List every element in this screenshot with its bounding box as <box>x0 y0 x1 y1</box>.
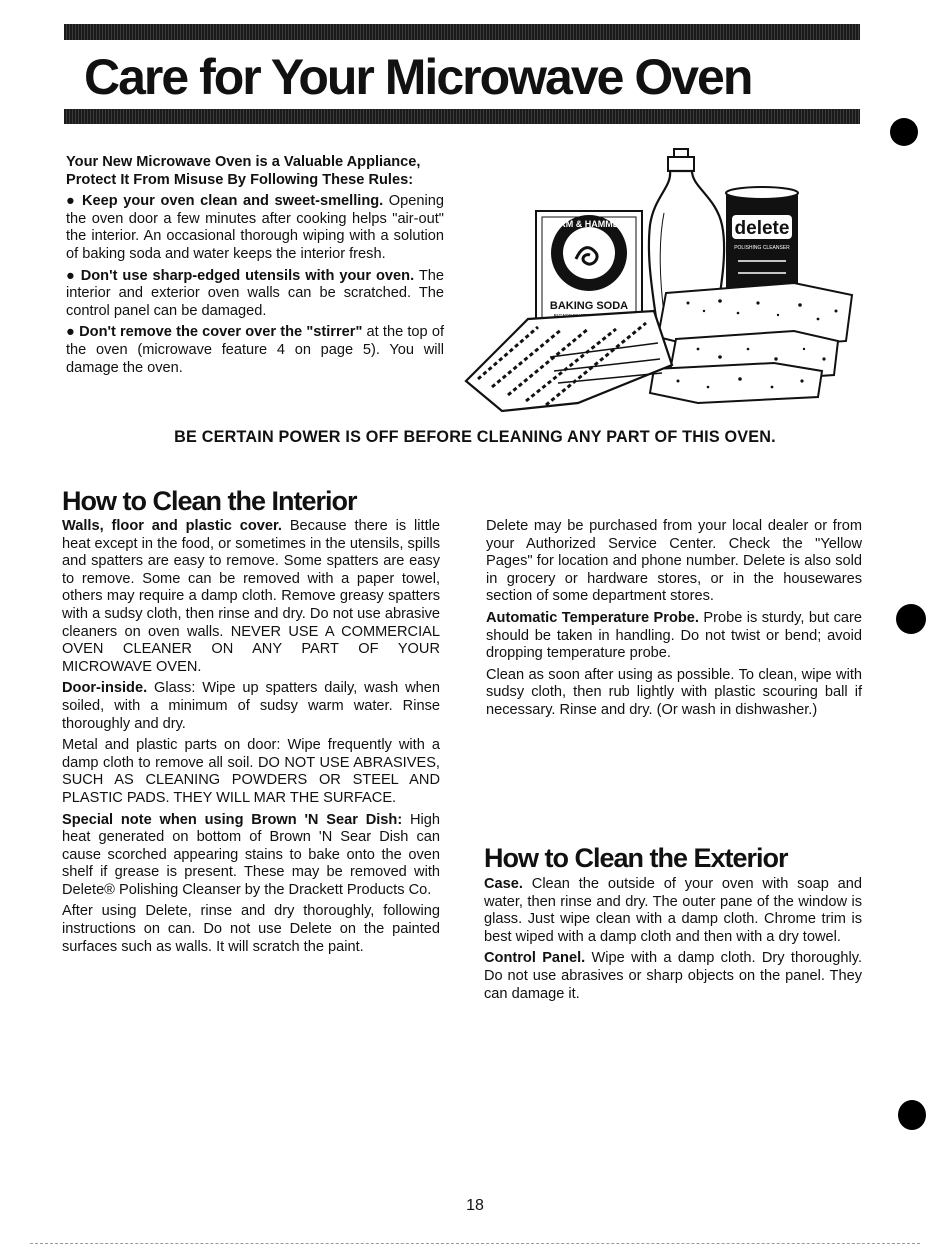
footer-rule <box>30 1243 920 1245</box>
paragraph-text: Glass: Wipe up spatters daily, wash when soiled, with a minimum of sudsy warm water. Rinse thoroughly and dry. <box>62 680 440 732</box>
can-label-text: delete <box>734 218 790 239</box>
paragraph <box>62 518 440 676</box>
paragraph-text: Clean the outside of your oven with soap and water, then rinse and dry. The outer pane of the window is glass. Just wipe clean with a damp cloth. Chrome trim is best wiped with a damp cloth and then with a dry towel. <box>484 876 862 945</box>
binder-hole-icon <box>890 118 918 146</box>
paragraph <box>486 667 862 720</box>
rule-heading: ● Keep your oven clean and sweet-smelling. <box>66 193 384 210</box>
paragraph <box>62 737 440 807</box>
rule-heading: ● Don't remove the cover over the "stirrer" <box>66 324 363 341</box>
intro-lead: Your New Microwave Oven is a Valuable Appliance, Protect It From Misuse By Following These Rules: <box>66 154 421 188</box>
title-top-bar <box>64 24 860 40</box>
right-column <box>486 518 862 724</box>
box-brand-text: ARM & HAMMER <box>552 219 626 229</box>
paragraph <box>484 950 862 1003</box>
sponges-icon <box>650 283 852 403</box>
paragraph-text: Because there is little heat except in the food, or sometimes in the utensils, spills and spatters are easy to remove. Some spatters are easy to remove. Some can be removed with a paper towel, others may require a damp cloth. Remove greasy spatters with a sudsy cloth, then rinse and dry. Do not use abrasive cleaners on oven walls. NEVER USE A COMMERCIAL OVEN CLEANER ON ANY PART OF YOUR MICROWAVE OVEN. <box>62 518 440 675</box>
title-bottom-bar <box>64 109 860 124</box>
paragraph-heading: Walls, floor and plastic cover. <box>62 518 282 534</box>
exterior-heading: How to Clean the Exterior <box>484 843 788 873</box>
paragraph-text: Probe is sturdy, but care should be taken in handling. Do not twist or bend; avoid dropping temperature probe. <box>486 609 862 662</box>
paragraph <box>62 903 440 956</box>
rule-item <box>66 268 444 321</box>
binder-hole-icon <box>898 1100 926 1130</box>
paragraph-heading: Door-inside. <box>62 680 148 697</box>
paragraph <box>62 812 440 900</box>
interior-heading: How to Clean the Interior <box>62 486 357 516</box>
paragraph-text: After using Delete, rinse and dry thoroughly, following instructions on can. Do not use Delete on the painted surfaces such as walls. It will scratch the paint. <box>62 903 440 955</box>
paragraph-heading: Special note when using Brown 'N Sear Dish: <box>62 811 403 828</box>
rule-item <box>66 193 444 263</box>
dishcloth-icon <box>466 311 672 411</box>
paragraph-heading: Automatic Temperature Probe. <box>486 609 699 626</box>
paragraph-heading: Control Panel. <box>484 950 586 967</box>
exterior-column <box>484 876 862 1007</box>
paragraph-text: High heat generated on bottom of Brown 'N Sear Dish can cause scorched appearing stains to bake onto the oven shelf if grease is present. These may be removed with Delete® Polishing Cleanser by the Drackett Products Co. <box>62 811 440 898</box>
rule-text: at the top of the oven (microwave feature 4 on page 5). You will damage the oven. <box>66 324 444 376</box>
rule-heading: ● Don't use sharp-edged utensils with your oven. <box>66 267 415 284</box>
paragraph-text: Wipe with a damp cloth. Dry thoroughly. Do not use abrasives or sharp objects on the panel. They can damage it. <box>484 950 863 1002</box>
paragraph-heading: Case. <box>484 876 523 892</box>
rule-text: The interior and exterior oven walls can be scratched. The control panel can be damaged. <box>66 267 444 319</box>
power-off-warning: BE CERTAIN POWER IS OFF BEFORE CLEANING ANY PART OF THIS OVEN. <box>174 428 776 446</box>
paragraph <box>62 680 440 733</box>
page-title: Care for Your Microwave Oven <box>84 49 752 105</box>
paragraph <box>486 518 862 606</box>
paragraph <box>484 876 862 946</box>
interior-column <box>62 518 440 960</box>
page-number: 18 <box>466 1197 484 1214</box>
paragraph-text: Clean as soon after using as possible. To clean, wipe with sudsy cloth, then rub lightly with plastic scouring ball if necessary. Rinse and dry. (Or wash in dishwasher.) <box>486 666 862 718</box>
paragraph-text: Metal and plastic parts on door: Wipe frequently with a damp cloth to remove all soil. DO NOT USE ABRASIVES, SUCH AS CLEANING POWDERS OR STEEL AND PLASTIC PADS. THEY WILL MAR THE SURFACE. <box>62 737 440 806</box>
paragraph-text: Delete may be purchased from your local dealer or from your Authorized Service Center. Check the "Yellow Pages" for location and phone number. Delete is also sold in grocery or hardware stores, or in the housewares section of some department stores. <box>486 518 862 605</box>
rule-text: Opening the oven door a few minutes after cooking helps "air-out" the interior. An occasional thorough wiping with a solution of baking soda and water keeps the interior fresh. <box>66 193 444 262</box>
rule-item <box>66 324 444 377</box>
intro-section <box>66 154 444 381</box>
box-label-text: BAKING SODA <box>549 300 629 312</box>
binder-hole-icon <box>896 604 926 634</box>
can-sublabel-text: POLISHING CLEANSER <box>734 245 790 251</box>
paragraph <box>486 610 862 663</box>
cleaning-supplies-illustration <box>458 143 870 418</box>
